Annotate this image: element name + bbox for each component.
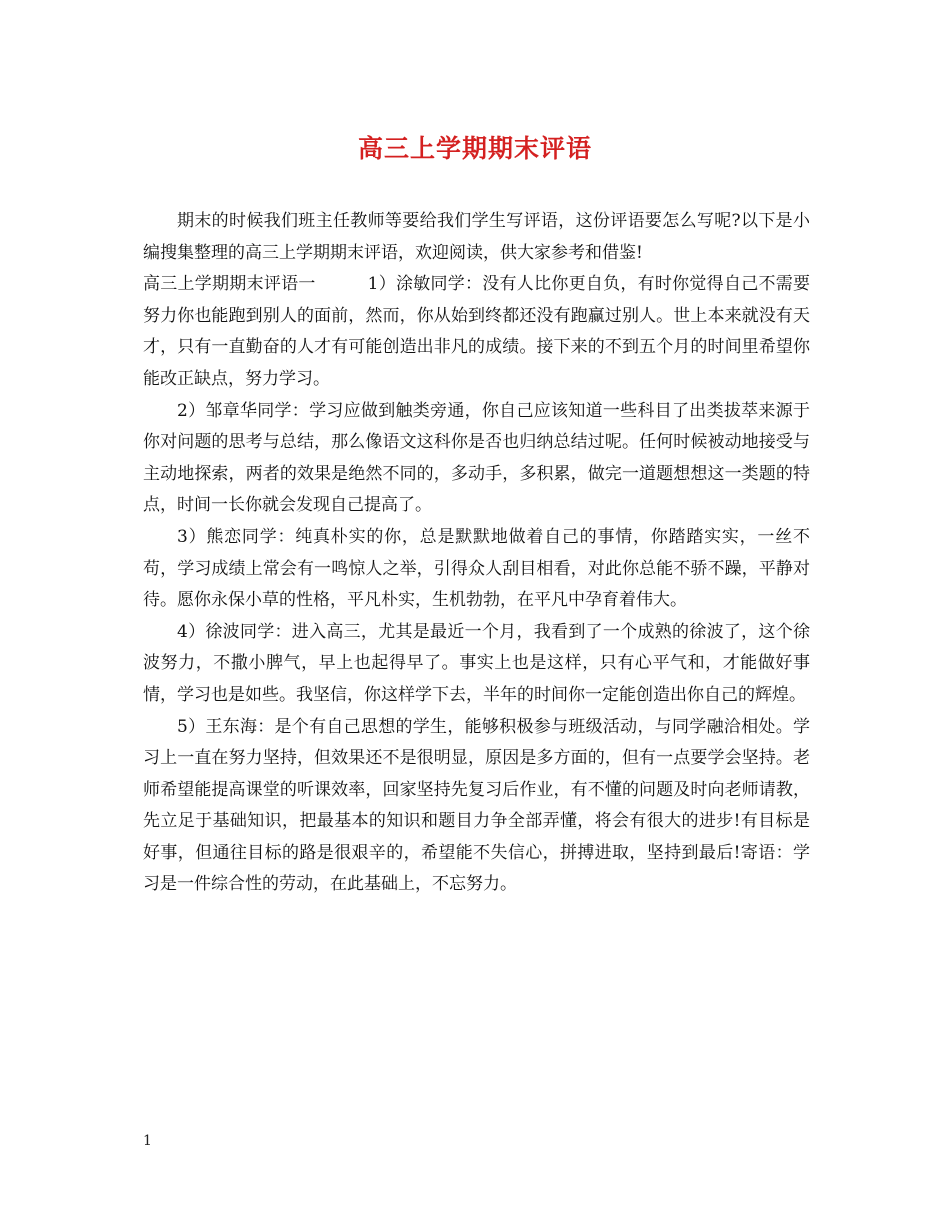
document-title: 高三上学期期末评语 <box>357 134 592 163</box>
comment-text-1: 1）涂敏同学：没有人比你更自负，有时你觉得自己不需要努力你也能跑到别人的面前，然而，你从始到终都还没有跑赢过别人。世上本来就没有天才，只有一直勤奋的人才有可能创造出非凡的成绩。接下来的不到五个月的时间里希望你能改正缺点，努力学习。 <box>143 274 810 389</box>
comment-paragraph-1 <box>143 269 810 395</box>
section-heading: 高三上学期期末评语一 <box>143 274 316 295</box>
intro-paragraph: 期末的时候我们班主任教师等要给我们学生写评语，这份评语要怎么写呢?以下是小编搜集整理的高三上学期期末评语，欢迎阅读，供大家参考和借鉴! <box>143 211 810 263</box>
page-number: 1 <box>143 1133 152 1149</box>
comment-paragraph-5: 5）王东海：是个有自己思想的学生，能够积极参与班级活动，与同学融洽相处。学习上一直在努力坚持，但效果还不是很明显，原因是多方面的，但有一点要学会坚持。老师希望能提高课堂的听课效率，回家坚持先复习后作业，有不懂的问题及时向老师请教，先立足于基础知识，把最基本的知识和题目力争全部弄懂，将会有很大的进步!有目标是好事，但通往目标的路是很艰辛的，希望能不失信心，拼搏进取，坚持到最后!寄语：学习是一件综合性的劳动，在此基础上，不忘努力。 <box>143 716 810 895</box>
comment-paragraph-4: 4）徐波同学：进入高三，尤其是最近一个月，我看到了一个成熟的徐波了，这个徐波努力，不撒小脾气，早上也起得早了。事实上也是这样，只有心平气和，才能做好事情，学习也是如些。我坚信，你这样学下去，半年的时间你一定能创造出你自己的辉煌。 <box>143 621 810 705</box>
comment-paragraph-3: 3）熊恋同学：纯真朴实的你，总是默默地做着自己的事情，你踏踏实实，一丝不苟，学习成绩上常会有一鸣惊人之举，引得众人刮目相看，对此你总能不骄不躁，平静对待。愿你永保小草的性格，平凡朴实，生机勃勃，在平凡中孕育着伟大。 <box>143 526 810 611</box>
document-body <box>143 206 810 901</box>
comment-paragraph-2: 2）邹章华同学：学习应做到触类旁通，你自己应该知道一些科目了出类拔萃来源于你对问题的思考与总结，那么像语文这科你是否也归纳总结过呢。任何时候被动地接受与主动地探索，两者的效果是绝然不同的，多动手，多积累，做完一道题想想这一类题的特点，时间一长你就会发现自己提高了。 <box>143 400 810 516</box>
